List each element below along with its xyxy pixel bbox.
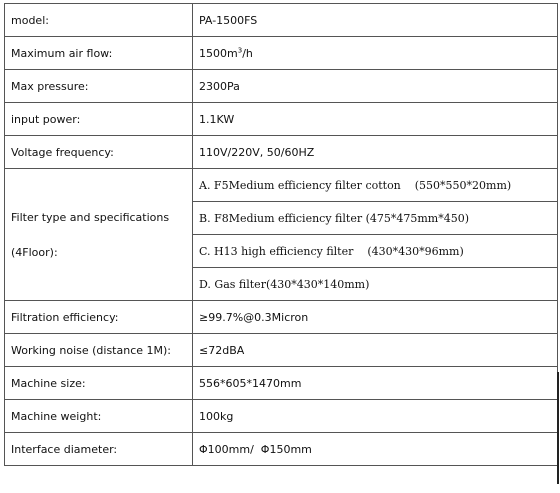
spec-label: model: — [5, 4, 193, 37]
spec-value: 556*605*1470mm — [193, 367, 558, 400]
spec-table — [4, 3, 558, 466]
table-row — [5, 400, 558, 433]
spec-value: ≥99.7%@0.3Micron — [193, 301, 558, 334]
table-row — [5, 334, 558, 367]
filter-label-line: (4Floor): — [11, 245, 58, 259]
air-flow-exponent: 3 — [237, 45, 243, 54]
air-flow-value: 1500m — [199, 46, 238, 60]
edge-line — [557, 372, 559, 484]
filter-spec: B. F8Medium efficiency filter (475*475mm*450) — [193, 202, 558, 235]
spec-value: ≤72dBA — [193, 334, 558, 367]
table-row — [5, 301, 558, 334]
spec-label: Maximum air flow: — [5, 37, 193, 70]
table-row — [5, 103, 558, 136]
table-row — [5, 136, 558, 169]
spec-label: Interface diameter: — [5, 433, 193, 466]
spec-value — [193, 37, 558, 70]
table-row — [5, 4, 558, 37]
spec-value: 2300Pa — [193, 70, 558, 103]
spec-label: Filtration efficiency: — [5, 301, 193, 334]
spec-label: Max pressure: — [5, 70, 193, 103]
table-row — [5, 70, 558, 103]
filter-type-label — [5, 169, 193, 301]
spec-label: Machine weight: — [5, 400, 193, 433]
spec-value: 110V/220V, 50/60HZ — [193, 136, 558, 169]
spec-label: Working noise (distance 1M): — [5, 334, 193, 367]
table-row — [5, 37, 558, 70]
filter-spec: D. Gas filter(430*430*140mm) — [193, 268, 558, 301]
filter-label-line: Filter type and specifications — [11, 210, 170, 224]
spec-value: Φ100mm/ Φ150mm — [193, 433, 558, 466]
air-flow-unit: /h — [242, 46, 253, 60]
spec-value: 1.1KW — [193, 103, 558, 136]
spec-value: 100kg — [193, 400, 558, 433]
filter-spec: C. H13 high efficiency filter (430*430*96mm) — [193, 235, 558, 268]
spec-label: Voltage frequency: — [5, 136, 193, 169]
table-row — [5, 433, 558, 466]
filter-spec: A. F5Medium efficiency filter cotton (550*550*20mm) — [193, 169, 558, 202]
spec-label: input power: — [5, 103, 193, 136]
spec-value: PA-1500FS — [193, 4, 558, 37]
table-row — [5, 367, 558, 400]
table-row — [5, 169, 558, 202]
spec-label: Machine size: — [5, 367, 193, 400]
